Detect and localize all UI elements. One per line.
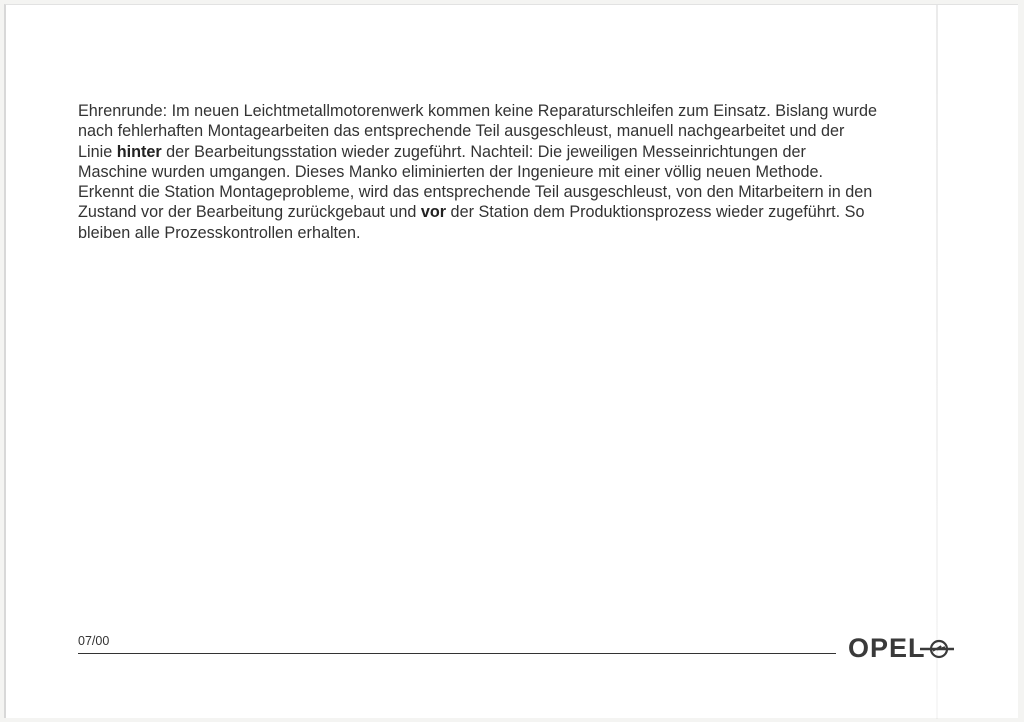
- opel-blitz-icon: [920, 637, 954, 661]
- document-page: [4, 4, 1018, 718]
- page-fold-line: [936, 5, 938, 719]
- footer-date: 07/00: [78, 634, 110, 648]
- paragraph-text-part-2: der Bearbeitungsstation wieder zugeführt. Nachteil: Die jeweiligen Messeinrichtungen der Maschine wurden umgangen. Dieses Manko eliminierten der Ingenieure mit einer völlig neuen Methode. Erkennt die Station Montageprobleme, wird das entsprechende Teil ausgeschleust, von den Mitarbeitern in den Zustand vor der Bearbeitung zurückgebaut und: [78, 142, 873, 222]
- body-paragraph: [78, 101, 878, 243]
- logo-wordmark: OPEL: [848, 633, 926, 663]
- footer-rule: [78, 653, 836, 654]
- emphasis-hinter: hinter: [116, 142, 162, 161]
- opel-logo: [848, 633, 954, 664]
- emphasis-vor: vor: [420, 203, 447, 222]
- paragraph-text-part-3: der Station dem Produktionsprozess wieder zugeführt. So bleiben alle Prozesskontrollen erhalten.: [78, 203, 865, 242]
- paragraph-text-part-1: Ehrenrunde: Im neuen Leichtmetallmotorenwerk kommen keine Reparaturschleifen zum Einsatz. Bislang wurde nach fehlerhaften Montagearbeiten das entsprechende Teil ausgeschleust, manuell nachgearbeitet und der Linie: [78, 102, 877, 161]
